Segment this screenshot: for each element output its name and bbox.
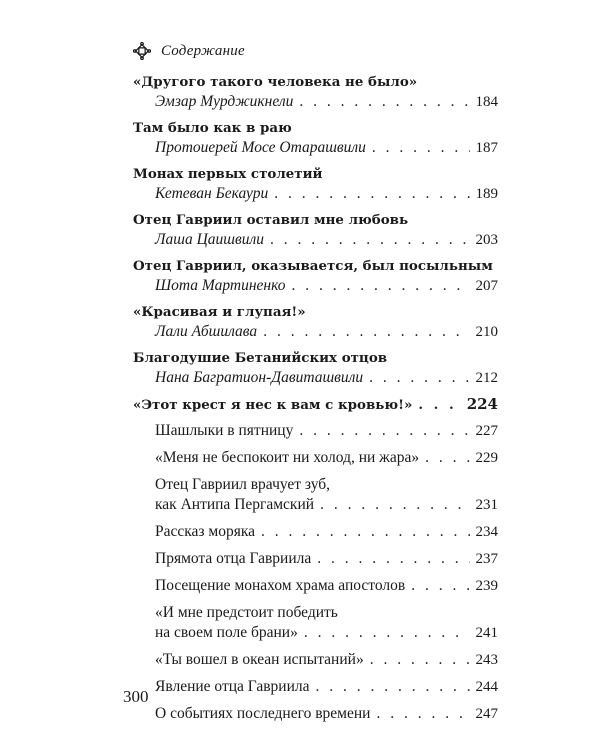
dot-leader bbox=[376, 704, 469, 724]
section-page: 224 bbox=[466, 395, 498, 413]
toc-sub-item bbox=[133, 650, 498, 670]
dot-leader bbox=[292, 276, 470, 296]
dot-leader bbox=[263, 322, 469, 342]
toc-sub-item bbox=[133, 421, 498, 441]
dot-leader bbox=[317, 549, 469, 569]
dot-leader bbox=[261, 522, 469, 542]
sub-item-title-line: Отец Гавриил врачует зуб, bbox=[155, 476, 331, 493]
section-title: «Этот крест я нес к вам с кровью!» bbox=[133, 397, 413, 413]
sub-item-title-line: на своем поле брани» bbox=[155, 624, 298, 641]
dot-leader bbox=[370, 650, 470, 670]
toc-entry bbox=[133, 72, 498, 112]
dot-leader bbox=[411, 576, 469, 596]
entry-author: Кетеван Бекаури bbox=[155, 185, 269, 202]
running-header bbox=[133, 42, 245, 60]
dot-leader bbox=[372, 138, 470, 158]
sub-item-page: 241 bbox=[475, 625, 498, 641]
toc-sub-item bbox=[133, 704, 498, 724]
sub-item-title-line: как Антипа Пергамский bbox=[155, 496, 315, 513]
toc-sub-item bbox=[133, 522, 498, 542]
toc-entry bbox=[133, 210, 498, 250]
entry-author: Лаша Цаишвили bbox=[155, 231, 264, 248]
sub-item-page: 239 bbox=[475, 578, 498, 594]
sub-item-page: 244 bbox=[475, 679, 498, 695]
entry-title: Отец Гавриил оставил мне любовь bbox=[133, 212, 409, 228]
entry-page: 207 bbox=[475, 278, 498, 294]
sub-item-page: 227 bbox=[475, 423, 498, 439]
sub-item-page: 243 bbox=[475, 652, 498, 668]
toc-entry bbox=[133, 118, 498, 158]
entry-author: Нана Багратион-Давиташвили bbox=[155, 369, 364, 386]
entry-title: Там было как в раю bbox=[133, 120, 292, 136]
dot-leader bbox=[369, 368, 469, 388]
knot-ornament-icon bbox=[133, 42, 151, 60]
entry-author-row bbox=[133, 276, 498, 296]
sub-item-title: Прямота отца Гавриила bbox=[155, 550, 312, 567]
entry-page: 203 bbox=[475, 232, 498, 248]
sub-item-title: «Меня не беспокоит ни холод, ни жара» bbox=[155, 449, 420, 466]
toc-sub-item bbox=[133, 677, 498, 697]
entry-title: «Красивая и глупая!» bbox=[133, 304, 306, 320]
sub-item-title: «Ты вошел в океан испытаний» bbox=[155, 651, 364, 668]
entry-author-row bbox=[133, 230, 498, 250]
page-number: 300 bbox=[123, 687, 149, 706]
sub-item-page: 247 bbox=[475, 706, 498, 722]
toc-sub-item bbox=[133, 475, 498, 515]
entry-title: Благодушие Бетанийских отцов bbox=[133, 350, 388, 366]
sub-item-title: Посещение монахом храма апостолов bbox=[155, 577, 406, 594]
entry-page: 184 bbox=[475, 94, 498, 110]
entry-author-row bbox=[133, 92, 498, 112]
entry-author-row bbox=[133, 322, 498, 342]
sub-item-page: 237 bbox=[475, 551, 498, 567]
toc-entry bbox=[133, 348, 498, 388]
toc-entry bbox=[133, 302, 498, 342]
dot-leader bbox=[418, 395, 460, 415]
dot-leader bbox=[320, 495, 469, 515]
dot-leader bbox=[299, 92, 469, 112]
toc-sub-item bbox=[133, 448, 498, 468]
entry-author: Лали Абшилава bbox=[155, 323, 258, 340]
sub-item-title: Рассказ моряка bbox=[155, 523, 256, 540]
entry-page: 189 bbox=[475, 186, 498, 202]
toc-entry bbox=[133, 256, 498, 296]
entry-title: Монах первых столетий bbox=[133, 166, 323, 182]
dot-leader bbox=[299, 421, 469, 441]
section-heading-row bbox=[133, 394, 498, 414]
toc-sub-item bbox=[133, 576, 498, 596]
sub-item-page: 234 bbox=[475, 524, 498, 540]
sub-item-page: 229 bbox=[475, 450, 498, 466]
toc-entry bbox=[133, 164, 498, 204]
entry-author-row bbox=[133, 184, 498, 204]
dot-leader bbox=[304, 623, 470, 643]
entry-author-row bbox=[133, 368, 498, 388]
toc-sub-item bbox=[133, 603, 498, 643]
dot-leader bbox=[274, 184, 469, 204]
entry-title: Отец Гавриил, оказывается, был посыльным bbox=[133, 258, 493, 274]
sub-item-title: Явление отца Гавриила bbox=[155, 678, 310, 695]
table-of-contents bbox=[133, 72, 498, 731]
dot-leader bbox=[316, 677, 470, 697]
entry-author: Протоиерей Мосе Отарашвили bbox=[155, 139, 366, 156]
dot-leader bbox=[270, 230, 470, 250]
sub-item-last-line-row bbox=[133, 623, 498, 643]
sub-item-title: О событиях последнего времени bbox=[155, 705, 371, 722]
entry-title: «Другого такого человека не было» bbox=[133, 74, 418, 90]
sub-item-last-line-row bbox=[133, 495, 498, 515]
entry-page: 187 bbox=[475, 140, 498, 156]
sub-item-title: Шашлыки в пятницу bbox=[155, 422, 294, 439]
toc-sub-item bbox=[133, 549, 498, 569]
entry-author-row bbox=[133, 138, 498, 158]
dot-leader bbox=[425, 448, 469, 468]
entry-page: 210 bbox=[475, 324, 498, 340]
sub-item-page: 231 bbox=[475, 497, 498, 513]
header-title: Содержание bbox=[161, 42, 245, 59]
entry-author: Шота Мартиненко bbox=[155, 277, 286, 294]
sub-item-title-line: «И мне предстоит победить bbox=[155, 604, 338, 621]
entry-author: Эмзар Мурджикнели bbox=[155, 93, 294, 110]
entry-page: 212 bbox=[475, 370, 498, 386]
